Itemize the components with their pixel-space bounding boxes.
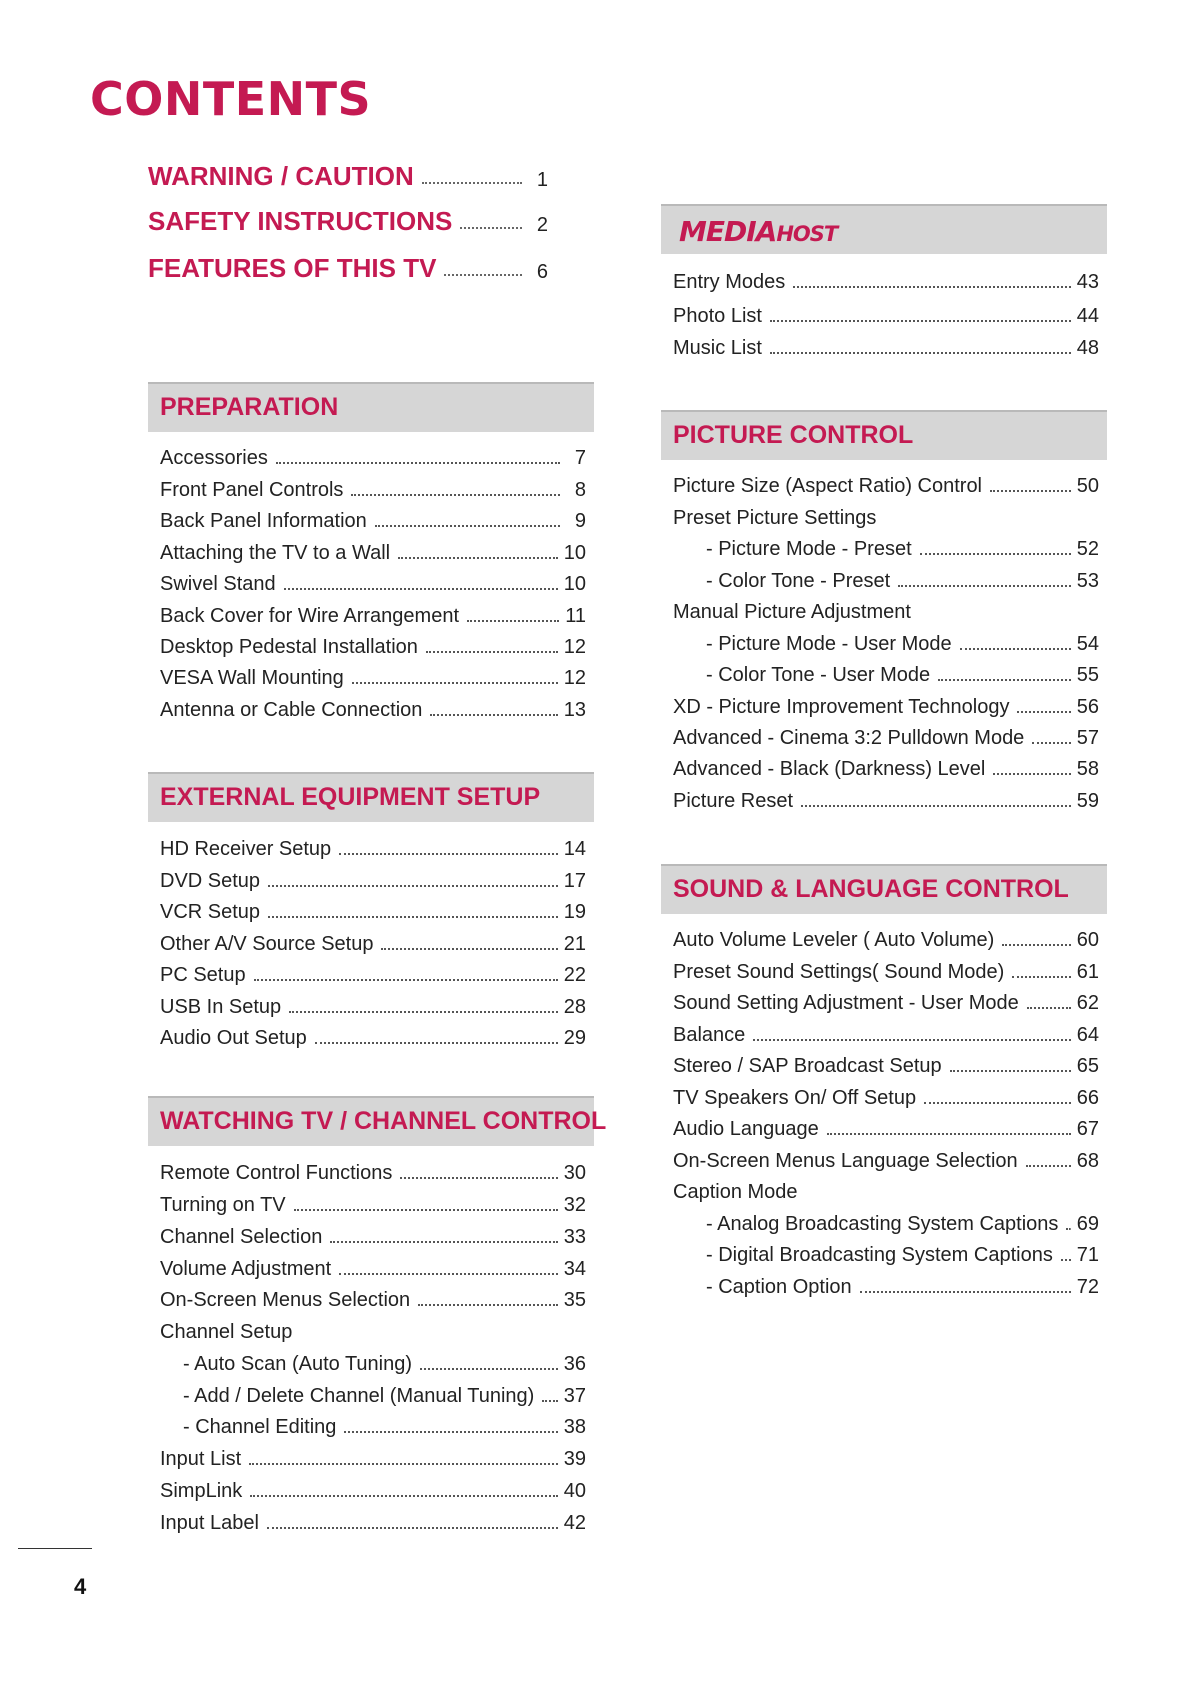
toc-entry[interactable]: Turning on TV 32 xyxy=(160,1194,586,1216)
toc-entry[interactable]: Desktop Pedestal Installation 12 xyxy=(160,636,586,658)
section-header-mediahost xyxy=(661,204,1107,254)
toc-entry[interactable]: Antenna or Cable Connection 13 xyxy=(160,699,586,721)
toc-entry[interactable]: Input Label 42 xyxy=(160,1512,586,1534)
toc-entry[interactable]: On-Screen Menus Selection 35 xyxy=(160,1289,586,1311)
toc-entry[interactable]: Picture Size (Aspect Ratio) Control 50 xyxy=(673,475,1099,497)
toc-entry[interactable]: Auto Volume Leveler ( Auto Volume) 60 xyxy=(673,929,1099,951)
toc-entry[interactable]: Other A/V Source Setup 21 xyxy=(160,933,586,955)
toc-entry[interactable]: Accessories 7 xyxy=(160,447,586,469)
toc-entry[interactable]: Volume Adjustment 34 xyxy=(160,1258,586,1280)
footer-rule xyxy=(18,1548,92,1549)
toc-subheading: Preset Picture Settings xyxy=(673,507,877,529)
toc-entry[interactable]: - Color Tone - Preset 53 xyxy=(706,570,1099,592)
toc-entry[interactable]: Photo List 44 xyxy=(673,305,1099,327)
toc-entry[interactable]: Sound Setting Adjustment - User Mode 62 xyxy=(673,992,1099,1014)
toc-entry[interactable]: VCR Setup 19 xyxy=(160,901,586,923)
toc-entry[interactable]: Picture Reset 59 xyxy=(673,790,1099,812)
toc-entry[interactable]: Attaching the TV to a Wall 10 xyxy=(160,542,586,564)
toc-subheading: Manual Picture Adjustment xyxy=(673,601,911,623)
toc-entry[interactable]: Advanced - Black (Darkness) Level 58 xyxy=(673,758,1099,780)
section-header-watching xyxy=(148,1096,607,1146)
toc-entry[interactable]: PC Setup 22 xyxy=(160,964,586,986)
page-number: 4 xyxy=(74,1574,87,1599)
toc-entry[interactable]: Channel Selection 33 xyxy=(160,1226,586,1248)
toc-entry[interactable]: SAFETY INSTRUCTIONS 2 xyxy=(148,206,548,236)
toc-entry[interactable]: - Caption Option 72 xyxy=(706,1276,1099,1298)
toc-entry[interactable]: HD Receiver Setup 14 xyxy=(160,838,586,860)
toc-entry[interactable]: Entry Modes 43 xyxy=(673,271,1099,293)
toc-entry[interactable]: Advanced - Cinema 3:2 Pulldown Mode 57 xyxy=(673,727,1099,749)
toc-entry[interactable]: - Color Tone - User Mode 55 xyxy=(706,664,1099,686)
toc-entry[interactable]: Remote Control Functions 30 xyxy=(160,1162,586,1184)
toc-entry[interactable]: Balance 64 xyxy=(673,1024,1099,1046)
toc-entry[interactable]: - Picture Mode - Preset 52 xyxy=(706,538,1099,560)
toc-entry[interactable]: DVD Setup 17 xyxy=(160,870,586,892)
toc-entry[interactable]: Audio Language 67 xyxy=(673,1118,1099,1140)
section-title: WATCHING TV / CHANNEL CONTROL xyxy=(160,1107,607,1135)
toc-entry[interactable]: Back Cover for Wire Arrangement 11 xyxy=(160,605,586,627)
section-title: PICTURE CONTROL xyxy=(673,421,914,449)
toc-subheading: Caption Mode xyxy=(673,1181,798,1203)
toc-entry[interactable]: VESA Wall Mounting 12 xyxy=(160,667,586,689)
toc-entry[interactable]: Back Panel Information 9 xyxy=(160,510,586,532)
toc-entry[interactable]: Swivel Stand 10 xyxy=(160,573,586,595)
toc-entry[interactable]: - Auto Scan (Auto Tuning) 36 xyxy=(183,1353,586,1375)
toc-entry[interactable]: Audio Out Setup 29 xyxy=(160,1027,586,1049)
toc-entry[interactable]: Front Panel Controls 8 xyxy=(160,479,586,501)
section-title: EXTERNAL EQUIPMENT SETUP xyxy=(160,783,541,811)
toc-entry[interactable]: - Analog Broadcasting System Captions 69 xyxy=(706,1213,1099,1235)
section-header-external xyxy=(148,772,594,822)
toc-subheading: Channel Setup xyxy=(160,1321,293,1343)
toc-entry[interactable]: SimpLink 40 xyxy=(160,1480,586,1502)
section-title: SOUND & LANGUAGE CONTROL xyxy=(673,875,1069,903)
toc-entry[interactable]: Music List 48 xyxy=(673,337,1099,359)
toc-entry[interactable]: TV Speakers On/ Off Setup 66 xyxy=(673,1087,1099,1109)
toc-entry[interactable]: XD - Picture Improvement Technology 56 xyxy=(673,696,1099,718)
toc-entry[interactable]: FEATURES OF THIS TV 6 xyxy=(148,253,548,283)
toc-entry[interactable]: - Add / Delete Channel (Manual Tuning) 37 xyxy=(183,1385,586,1407)
toc-entry[interactable]: Preset Sound Settings( Sound Mode) 61 xyxy=(673,961,1099,983)
toc-entry[interactable]: Input List 39 xyxy=(160,1448,586,1470)
section-header-sound xyxy=(661,864,1107,914)
toc-entry[interactable]: WARNING / CAUTION 1 xyxy=(148,161,548,191)
toc-entry[interactable]: - Picture Mode - User Mode 54 xyxy=(706,633,1099,655)
mediahost-logo: MEDIAHOST xyxy=(679,215,838,248)
section-header-preparation xyxy=(148,382,594,432)
toc-entry[interactable]: - Channel Editing 38 xyxy=(183,1416,586,1438)
toc-entry[interactable]: On-Screen Menus Language Selection 68 xyxy=(673,1150,1099,1172)
section-header-picture xyxy=(661,410,1107,460)
toc-entry[interactable]: - Digital Broadcasting System Captions 71 xyxy=(706,1244,1099,1266)
section-title: PREPARATION xyxy=(160,393,339,421)
toc-entry[interactable]: Stereo / SAP Broadcast Setup 65 xyxy=(673,1055,1099,1077)
toc-entry[interactable]: USB In Setup 28 xyxy=(160,996,586,1018)
page-title: CONTENTS xyxy=(90,72,372,126)
